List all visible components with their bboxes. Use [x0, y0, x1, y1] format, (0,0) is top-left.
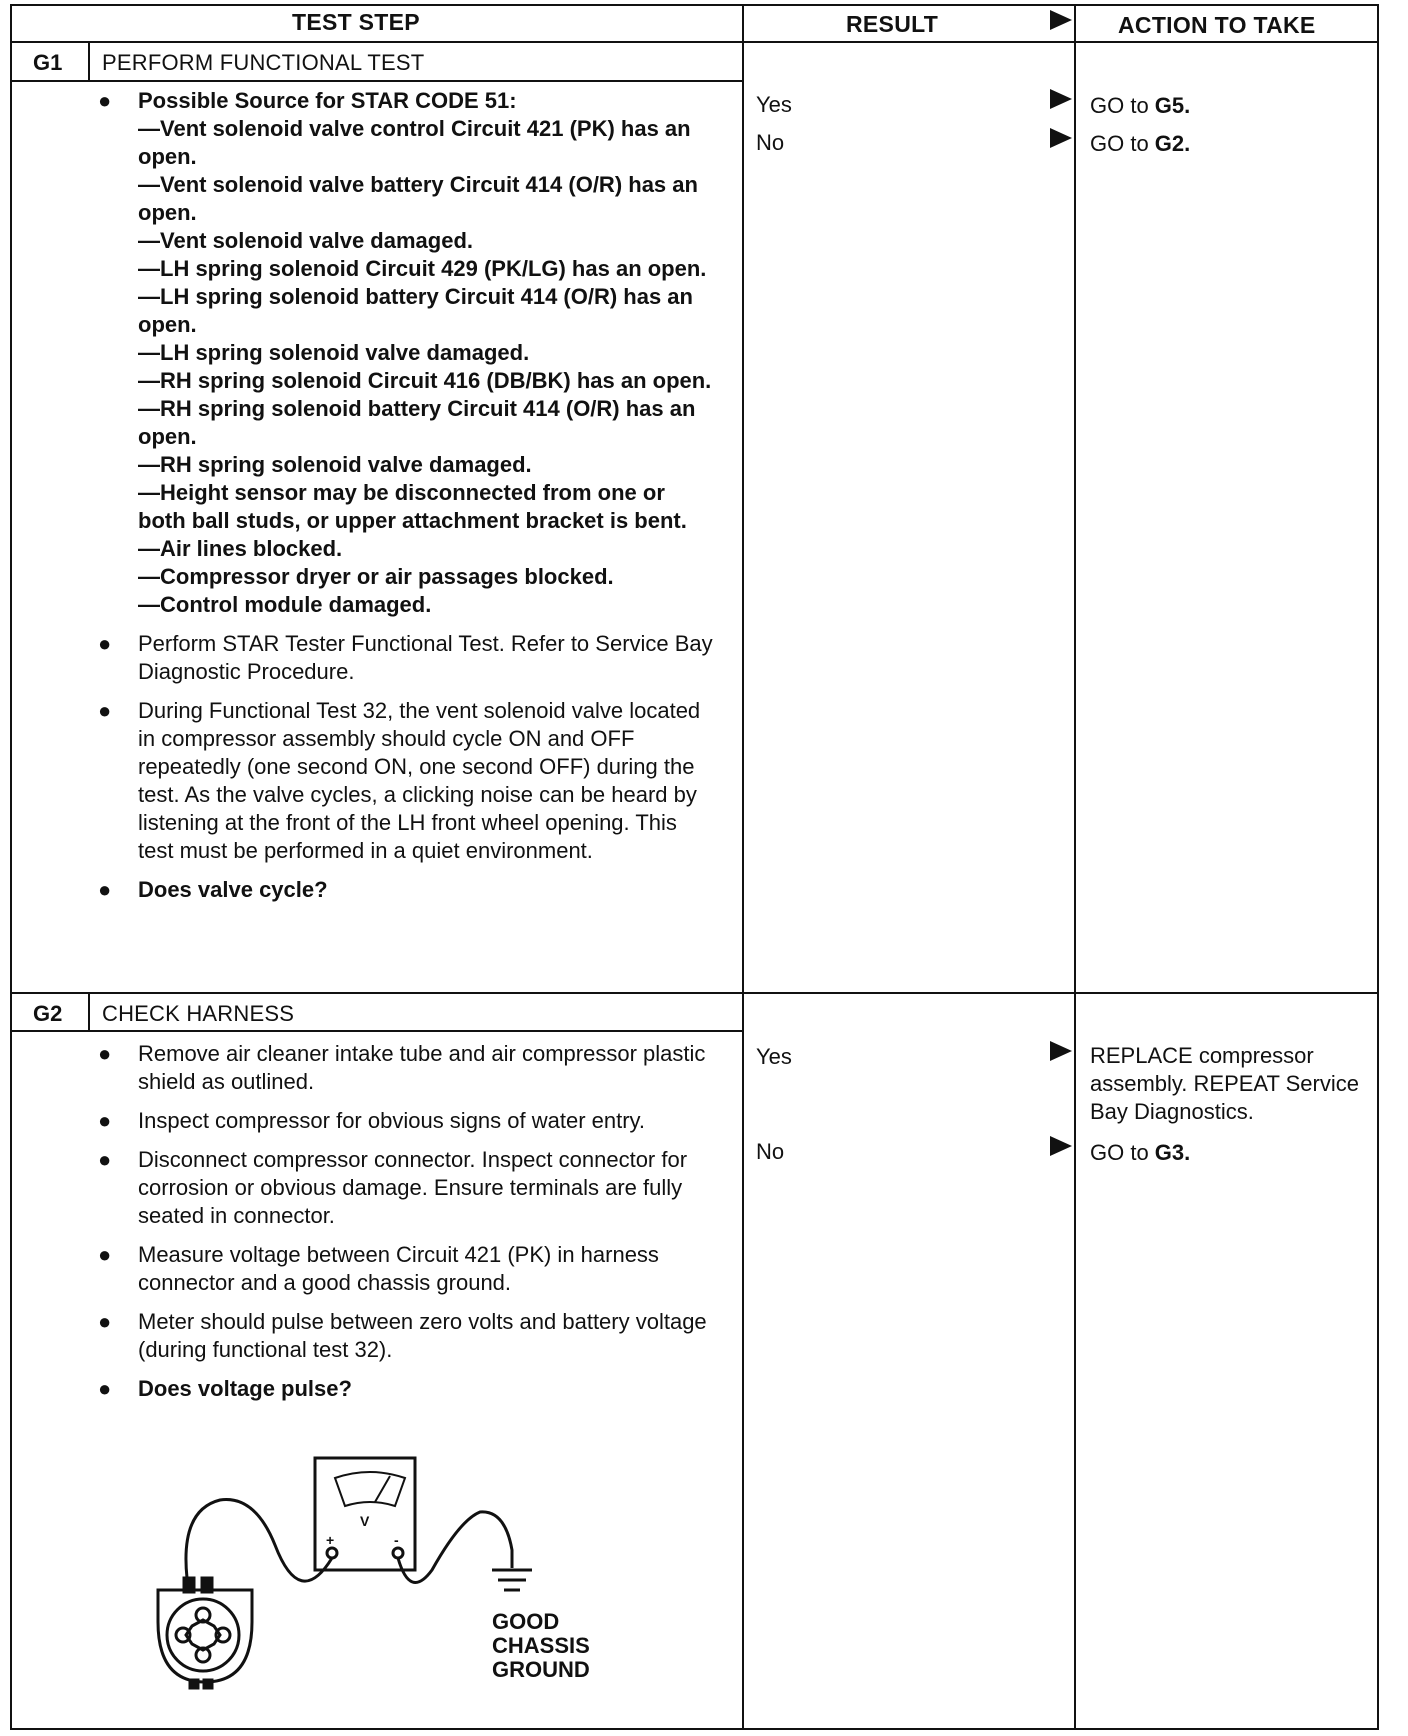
g2-step-text: Remove air cleaner intake tube and air compressor plastic shield as outlined.: [138, 1041, 706, 1094]
action-prefix: GO to: [1090, 93, 1155, 118]
source-item: —Vent solenoid valve control Circuit 421 (PK) has an open.: [138, 116, 691, 169]
compressor-connector-icon: [158, 1578, 252, 1688]
g2-step: [96, 1241, 716, 1297]
source-item: —Vent solenoid valve battery Circuit 414 (O/R) has an open.: [138, 172, 698, 225]
g1-question-text: Does valve cycle?: [138, 877, 328, 902]
g1-step: [96, 630, 716, 686]
g2-action-no: [1090, 1139, 1190, 1167]
divider-step-id-g1: [88, 41, 90, 81]
source-item: —RH spring solenoid Circuit 416 (DB/BK) has an open.: [138, 368, 712, 393]
bullet-icon: ●: [98, 631, 112, 656]
header-test-step: TEST STEP: [292, 9, 420, 35]
bullet-icon: ●: [98, 1147, 112, 1172]
ground-label-line: GROUND: [492, 1657, 590, 1682]
step-id-g2: G2: [33, 1001, 63, 1026]
bullet-icon: ●: [98, 877, 112, 902]
g1-action-no: [1090, 130, 1190, 158]
g2-step: [96, 1308, 716, 1364]
source-item: —Compressor dryer or air passages blocked.: [138, 564, 614, 589]
divider-result-action: [1074, 4, 1076, 1730]
meter-minus-terminal: -: [394, 1532, 399, 1548]
bullet-icon: ●: [98, 698, 112, 723]
g2-action-yes: REPLACE compressor assembly. REPEAT Service Bay Diagnostics.: [1090, 1043, 1359, 1124]
g1-action-yes: [1090, 92, 1190, 120]
divider-step-id-g2: [88, 993, 90, 1031]
action-target: G2.: [1154, 131, 1191, 156]
g1-possible-sources: [96, 87, 716, 619]
g2-step-text: Disconnect compressor connector. Inspect connector for corrosion or obvious damage. Ensure terminals are fully seated in connector.: [138, 1147, 688, 1228]
source-item: —RH spring solenoid valve damaged.: [138, 452, 532, 477]
meter-letter: V: [360, 1513, 370, 1529]
voltmeter-test-diagram: [140, 1450, 700, 1700]
g1-result-no: No: [756, 130, 785, 155]
possible-source-title: Possible Source for STAR CODE 51:: [138, 88, 517, 113]
g2-step-text: Inspect compressor for obvious signs of water entry.: [138, 1108, 646, 1133]
g1-step-text: During Functional Test 32, the vent solenoid valve located in compressor assembly should cycle ON and OFF repeatedly (one second ON, one second OFF) during the test. As the valve cycles, a clicking noise can be heard by listening at the front of the LH front wheel opening. This test must be performed in a quiet environment.: [138, 698, 701, 863]
g1-yes-arrow-icon: [1050, 89, 1072, 109]
g1-step-text: Perform STAR Tester Functional Test. Refer to Service Bay Diagnostic Procedure.: [138, 631, 713, 684]
g2-title-bottom-line: [10, 1030, 742, 1032]
g1-result-yes: Yes: [756, 92, 792, 117]
bullet-icon: ●: [98, 1108, 112, 1133]
g1-bottom-line: [10, 992, 1379, 994]
action-target: G3.: [1154, 1140, 1191, 1165]
g1-title-bottom-line: [10, 80, 742, 82]
divider-test-result: [742, 4, 744, 1730]
g2-step: [96, 1040, 716, 1096]
ground-label-line: GOOD: [492, 1609, 560, 1634]
positive-lead-wire: [186, 1500, 335, 1582]
action-prefix: GO to: [1090, 131, 1155, 156]
g2-yes-arrow-icon: [1050, 1041, 1072, 1061]
bullet-icon: ●: [98, 1309, 112, 1334]
step-title-g1: PERFORM FUNCTIONAL TEST: [102, 50, 425, 75]
action-prefix: GO to: [1090, 1140, 1155, 1165]
meter-plus-terminal: +: [326, 1532, 335, 1548]
ground-label-line: CHASSIS: [492, 1633, 590, 1658]
header-result: RESULT: [846, 11, 939, 37]
g1-question: [96, 876, 716, 904]
g2-step: [96, 1146, 716, 1230]
g2-question-text: Does voltage pulse?: [138, 1376, 352, 1401]
source-item: —LH spring solenoid Circuit 429 (PK/LG) has an open.: [138, 256, 707, 281]
chassis-ground-icon: [492, 1570, 532, 1590]
bullet-icon: ●: [98, 1041, 112, 1066]
bullet-icon: ●: [98, 88, 112, 113]
source-item: —Vent solenoid valve damaged.: [138, 228, 473, 253]
g2-step-text: Measure voltage between Circuit 421 (PK) in harness connector and a good chassis ground.: [138, 1242, 659, 1295]
source-item: —LH spring solenoid battery Circuit 414 (O/R) has an open.: [138, 284, 693, 337]
source-item: —Air lines blocked.: [138, 536, 343, 561]
g2-no-arrow-icon: [1050, 1136, 1072, 1156]
bullet-icon: ●: [98, 1242, 112, 1267]
ground-label: [492, 1610, 590, 1682]
source-item: —RH spring solenoid battery Circuit 414 (O/R) has an open.: [138, 396, 696, 449]
action-target: G5.: [1154, 93, 1191, 118]
g2-step-list: [96, 1040, 716, 1414]
g2-step-text: Meter should pulse between zero volts and battery voltage (during functional test 32).: [138, 1309, 707, 1362]
bullet-icon: ●: [98, 1376, 112, 1401]
g2-step: [96, 1107, 716, 1135]
source-item: —Control module damaged.: [138, 592, 432, 617]
step-title-g2: CHECK HARNESS: [102, 1001, 295, 1026]
g1-step-list: [96, 87, 716, 915]
step-id-g1: G1: [33, 50, 63, 75]
g1-no-arrow-icon: [1050, 128, 1072, 148]
source-item: —LH spring solenoid valve damaged.: [138, 340, 530, 365]
g2-result-no: No: [756, 1139, 785, 1164]
g1-step: [96, 697, 716, 865]
header-bottom-line: [10, 41, 1379, 43]
header-arrow-icon: [1050, 10, 1072, 30]
g2-question: [96, 1375, 716, 1403]
header-action: ACTION TO TAKE: [1118, 12, 1316, 38]
g2-result-yes: Yes: [756, 1044, 792, 1069]
source-item: —Height sensor may be disconnected from one or both ball studs, or upper attachment bracket is bent.: [138, 480, 687, 533]
